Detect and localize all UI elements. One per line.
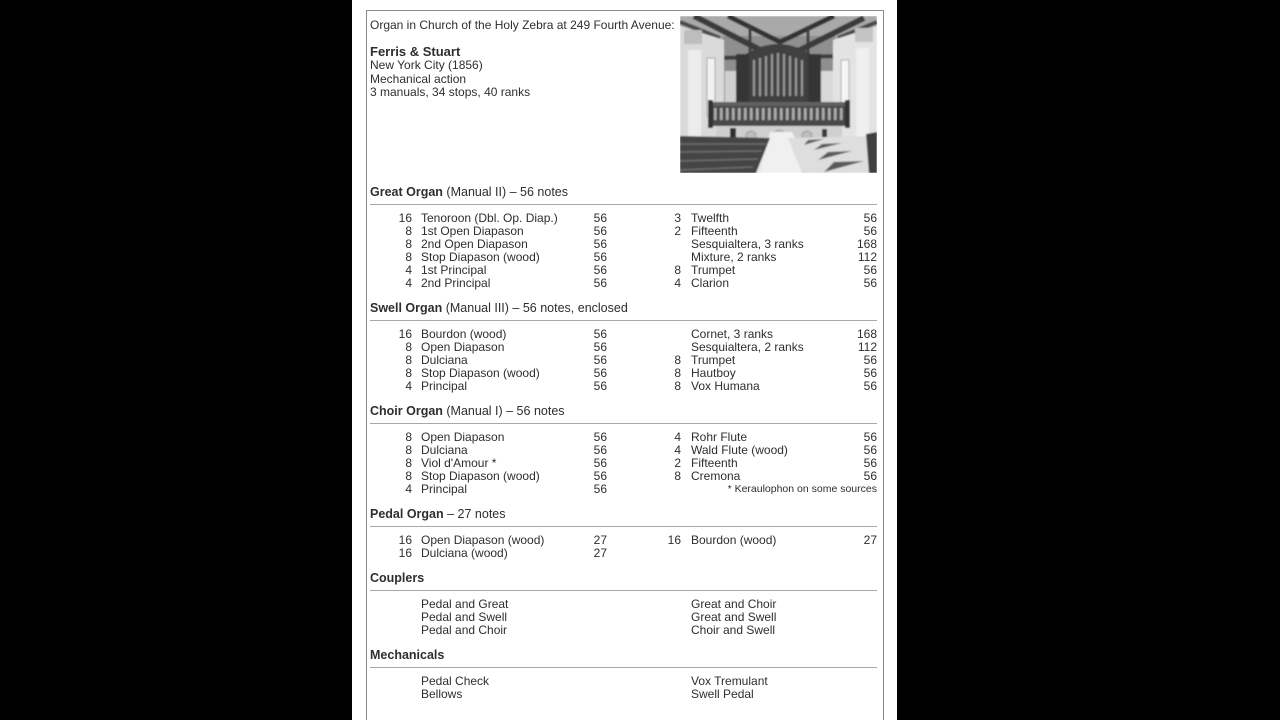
stop-count: 168: [856, 328, 877, 341]
stop-count: 56: [863, 277, 877, 290]
stop-name: Fifteenth: [691, 225, 738, 238]
stop-name: Bourdon (wood): [421, 328, 507, 341]
stop-count: 56: [593, 431, 607, 444]
section-subtitle-text: (Manual III) – 56 notes, enclosed: [442, 301, 628, 315]
stop-name: Wald Flute (wood): [691, 444, 788, 457]
section-title: [370, 302, 877, 315]
section-divider: [370, 204, 877, 205]
stop-name: [681, 547, 837, 560]
document-page: [352, 0, 897, 720]
stop-count: 168: [856, 238, 877, 251]
stop-pitch: 8: [405, 354, 412, 367]
stop-count: 56: [593, 483, 607, 496]
stop-name: Trumpet: [691, 354, 736, 367]
stop-count: [837, 688, 877, 701]
section-divider: [370, 667, 877, 668]
stop-pitch: 16: [398, 212, 412, 225]
stop-count: 56: [863, 457, 877, 470]
stop-rows: [370, 534, 877, 560]
stop-pitch: [370, 675, 412, 688]
stop-name: Great and Swell: [691, 611, 777, 624]
stop-pitch: 8: [405, 444, 412, 457]
section-title: [370, 186, 877, 199]
stop-count: 27: [863, 534, 877, 547]
stop-pitch: [607, 624, 681, 637]
stop-count: 56: [593, 341, 607, 354]
stop-count: [837, 624, 877, 637]
stop-name: 2nd Open Diapason: [421, 238, 528, 251]
stop-count: 56: [863, 431, 877, 444]
section-title: [370, 405, 877, 418]
stop-count: 56: [593, 238, 607, 251]
section-divider: [370, 526, 877, 527]
stop-count: 56: [863, 264, 877, 277]
stop-name: 2nd Principal: [421, 277, 491, 290]
section-title-text: Swell Organ: [370, 301, 443, 315]
stop-rows: [370, 675, 877, 701]
stop-count: [837, 598, 877, 611]
stop-pitch: 8: [405, 367, 412, 380]
section-swell-organ: [370, 302, 877, 393]
stop-name: Pedal and Great: [421, 598, 509, 611]
stop-count: [837, 675, 877, 688]
stop-count: 56: [593, 225, 607, 238]
stop-count: 56: [593, 354, 607, 367]
section-title: [370, 649, 877, 662]
stoplist-sections: [370, 186, 877, 701]
church-interior-photo: [680, 16, 877, 173]
stop-pitch: 8: [405, 470, 412, 483]
builder-name: Ferris & Stuart: [370, 44, 461, 59]
stop-count: [567, 675, 607, 688]
stop-name: Stop Diapason (wood): [421, 470, 540, 483]
stop-pitch: 8: [674, 380, 681, 393]
stop-pitch: 4: [405, 277, 412, 290]
stop-name: Dulciana (wood): [421, 547, 508, 560]
location-line: Organ in Church of the Holy Zebra at 249 Fourth Avenue:: [370, 18, 675, 32]
stop-count: 56: [593, 380, 607, 393]
stop-pitch: 8: [405, 225, 412, 238]
stop-name: Clarion: [691, 277, 730, 290]
stop-count: 56: [593, 367, 607, 380]
stop-name: Swell Pedal: [691, 688, 754, 701]
section-couplers: [370, 572, 877, 637]
stop-name: Tenoroon (Dbl. Op. Diap.): [421, 212, 558, 225]
stop-rows: [370, 431, 877, 496]
section-title: [370, 572, 877, 585]
stop-count: 56: [593, 328, 607, 341]
stop-pitch: 4: [674, 431, 681, 444]
stop-count: 56: [863, 367, 877, 380]
stop-name: Open Diapason: [421, 431, 505, 444]
stop-count: 56: [863, 380, 877, 393]
stop-count: 56: [593, 470, 607, 483]
stop-pitch: [607, 675, 681, 688]
stop-pitch: 4: [405, 264, 412, 277]
stop-pitch: [370, 598, 412, 611]
section-subtitle-text: (Manual I) – 56 notes: [442, 404, 565, 418]
stop-pitch: 8: [674, 367, 681, 380]
section-footnote: * Keraulophon on some sources: [727, 483, 877, 495]
stop-count: 27: [593, 547, 607, 560]
stop-count: 56: [593, 277, 607, 290]
stop-count: 56: [593, 264, 607, 277]
stop-count: [837, 547, 877, 560]
stop-name: Rohr Flute: [691, 431, 748, 444]
section-mechanicals: [370, 649, 877, 701]
stop-pitch: 8: [405, 431, 412, 444]
stop-name: Bellows: [421, 688, 463, 701]
stop-pitch: [370, 688, 412, 701]
section-pedal-organ: [370, 508, 877, 560]
section-title-text: Couplers: [370, 571, 425, 585]
stop-pitch: 16: [667, 534, 681, 547]
section-great-organ: [370, 186, 877, 290]
stop-rows: [370, 328, 877, 393]
stop-count: [837, 611, 877, 624]
stop-name: Principal: [421, 483, 468, 496]
section-title-text: Choir Organ: [370, 404, 443, 418]
document-header: [370, 18, 877, 174]
stop-name: Dulciana: [421, 444, 468, 457]
stop-pitch: 8: [674, 470, 681, 483]
stop-pitch: 4: [674, 277, 681, 290]
section-title-text: Pedal Organ: [370, 507, 444, 521]
stop-pitch: 8: [405, 341, 412, 354]
document-border-box: [366, 10, 884, 720]
stop-pitch: 8: [674, 264, 681, 277]
stop-name: Fifteenth: [691, 457, 738, 470]
stop-count: 56: [863, 470, 877, 483]
stop-name: Great and Choir: [691, 598, 777, 611]
stop-name: Open Diapason (wood): [421, 534, 545, 547]
stop-pitch: 8: [405, 251, 412, 264]
stop-count: [567, 611, 607, 624]
stop-pitch: [607, 547, 681, 560]
stop-name: Sesquialtera, 2 ranks: [691, 341, 804, 354]
stop-name: Pedal Check: [421, 675, 490, 688]
section-divider: [370, 590, 877, 591]
stop-pitch: 16: [398, 534, 412, 547]
section-title: [370, 508, 877, 521]
stop-pitch: [607, 341, 681, 354]
stop-pitch: [607, 688, 681, 701]
section-choir-organ: [370, 405, 877, 496]
stop-count: [567, 598, 607, 611]
stop-name: Vox Humana: [691, 380, 760, 393]
stop-count: 112: [857, 251, 877, 264]
stop-rows: [370, 212, 877, 290]
stop-count: 56: [863, 354, 877, 367]
section-title-text: Great Organ: [370, 185, 443, 199]
stop-pitch: 4: [405, 380, 412, 393]
stop-pitch: 8: [674, 354, 681, 367]
stop-name: Twelfth: [691, 212, 730, 225]
stop-count: 56: [593, 212, 607, 225]
stop-count: 56: [593, 251, 607, 264]
stop-name: Open Diapason: [421, 341, 505, 354]
stop-pitch: 4: [405, 483, 412, 496]
stop-name: Choir and Swell: [691, 624, 776, 637]
stop-count: [567, 624, 607, 637]
builder-summary: 3 manuals, 34 stops, 40 ranks: [370, 85, 531, 99]
stop-name: Bourdon (wood): [691, 534, 777, 547]
stop-pitch: 2: [674, 457, 681, 470]
document-content: [367, 11, 883, 720]
stop-name: Cornet, 3 ranks: [691, 328, 774, 341]
stop-name: Sesquialtera, 3 ranks: [691, 238, 804, 251]
stop-name: Mixture, 2 ranks: [691, 251, 777, 264]
stop-pitch: [607, 251, 681, 264]
stop-pitch: 16: [398, 547, 412, 560]
stop-name: Pedal and Choir: [421, 624, 508, 637]
stop-pitch: 4: [674, 444, 681, 457]
stop-name: Vox Tremulant: [691, 675, 768, 688]
stop-pitch: [607, 328, 681, 341]
stop-name: Viol d'Amour *: [421, 457, 497, 470]
stop-count: [567, 688, 607, 701]
stop-count: 56: [863, 212, 877, 225]
stop-count: 56: [863, 225, 877, 238]
stop-name: 1st Principal: [421, 264, 487, 277]
section-title-text: Mechanicals: [370, 648, 445, 662]
stop-name: Stop Diapason (wood): [421, 251, 540, 264]
section-divider: [370, 320, 877, 321]
stop-pitch: [370, 611, 412, 624]
builder-city-year: New York City (1856): [370, 58, 483, 72]
section-subtitle-text: (Manual II) – 56 notes: [442, 185, 569, 199]
stop-name: Dulciana: [421, 354, 468, 367]
builder-action: Mechanical action: [370, 71, 467, 86]
stop-count: 56: [593, 457, 607, 470]
stop-pitch: 8: [405, 457, 412, 470]
stop-name: Cremona: [691, 470, 741, 483]
stop-pitch: [607, 238, 681, 251]
stop-pitch: [607, 611, 681, 624]
stop-pitch: 2: [674, 225, 681, 238]
stop-name: 1st Open Diapason: [421, 225, 524, 238]
section-divider: [370, 423, 877, 424]
stop-count: 56: [593, 444, 607, 457]
section-subtitle-text: – 27 notes: [443, 507, 506, 521]
stop-count: 112: [857, 341, 877, 354]
stop-name: Stop Diapason (wood): [421, 367, 540, 380]
stop-pitch: [607, 598, 681, 611]
stop-name: Principal: [421, 380, 468, 393]
stop-name: Pedal and Swell: [421, 611, 508, 624]
stop-pitch: 8: [405, 238, 412, 251]
stop-pitch: [370, 624, 412, 637]
stop-pitch: 16: [398, 328, 412, 341]
stop-name: Trumpet: [691, 264, 736, 277]
stop-name: Hautboy: [691, 367, 736, 380]
stop-pitch: 3: [674, 212, 681, 225]
stop-count: 56: [863, 444, 877, 457]
stop-rows: [370, 598, 877, 637]
stop-count: 27: [593, 534, 607, 547]
